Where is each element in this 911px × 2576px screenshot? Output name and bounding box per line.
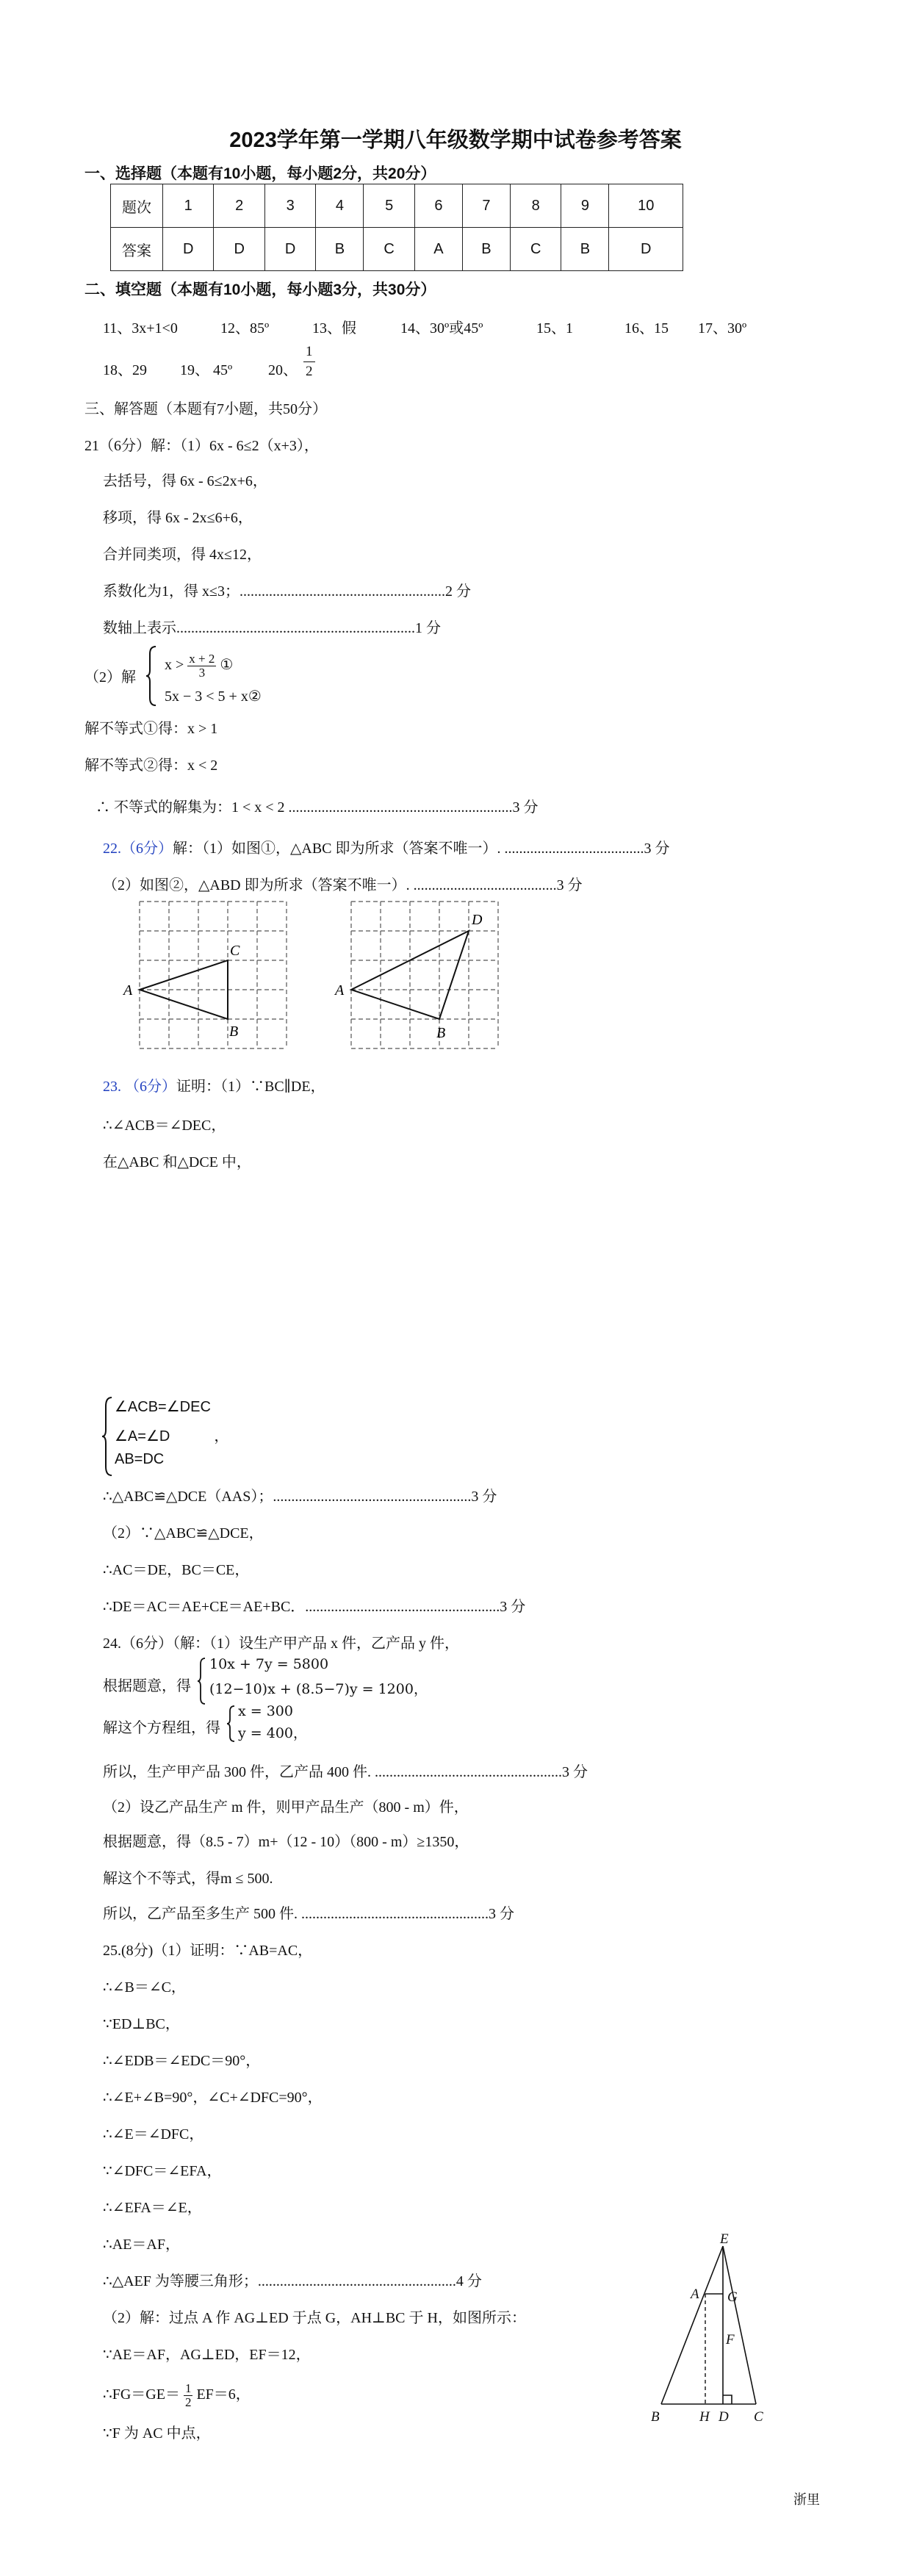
q21-line-7: 解不等式①得：x > 1 (84, 721, 218, 737)
sys-tail: ， (293, 1725, 308, 1741)
label-H: H (699, 2409, 710, 2425)
sys-expression: (12−10)x + (8.5−7)y = 1200 (209, 1681, 414, 1697)
label-B: B (651, 2409, 660, 2425)
q23-system-line-2 (115, 1424, 228, 1445)
fraction-numerator: x + 2 (189, 652, 215, 666)
label-A: A (335, 982, 345, 999)
sys-lhs: x > (165, 657, 184, 674)
q23-score: 23. （6分） (103, 1079, 176, 1095)
q21-line-8: 解不等式②得：x < 2 (84, 758, 218, 774)
q21-system-line-2 (165, 687, 262, 705)
q21-line-1: 21（6分）解：（1）6x - 6≤2（x+3）， (84, 438, 319, 454)
fill-answer-18: 18、29 (103, 362, 147, 378)
label-B: B (436, 1025, 446, 1041)
table-row-answers (111, 228, 683, 271)
sys-expression: 5x − 3 < 5 + x (165, 688, 248, 705)
q25-line-5: ∴∠E+∠B=90°，∠C+∠DFC=90°， (103, 2090, 323, 2106)
q23-line-2: ∴∠ACB＝∠DEC， (103, 1118, 226, 1134)
sys-expression: y = 400 (238, 1725, 293, 1741)
question-cell: 6 (414, 184, 462, 228)
answer-cell: C (364, 228, 414, 271)
label-D: D (719, 2409, 729, 2425)
answer-cell: D (214, 228, 264, 271)
q22-text: 解：（1）如图①，△ABC 即为所求（答案不唯一）. ......................................3 分 (173, 841, 670, 857)
q23-system-line-1: ∠ACB=∠DEC (115, 1399, 211, 1415)
label-A: A (123, 982, 133, 999)
left-brace-icon (101, 1396, 115, 1477)
fill-answer-11: 11、3x+1<0 (103, 320, 178, 337)
q24-line-4: 所以，生产甲产品 300 件，乙产品 400 件. ...................................................3 分 (103, 1764, 588, 1780)
q25-line-14: ∵F 为 AC 中点， (103, 2425, 211, 2442)
question-cell: 1 (163, 184, 214, 228)
question-cell: 10 (609, 184, 683, 228)
q23-line-1 (103, 1074, 325, 1095)
question-cell: 5 (364, 184, 414, 228)
sys-tag: ② (248, 688, 262, 705)
q25-line-12: ∵AE＝AF，AG⊥ED，EF＝12， (103, 2347, 311, 2363)
label-C: C (754, 2409, 763, 2425)
fill-answer-15: 15、1 (536, 320, 573, 337)
fraction-one-half (303, 342, 315, 381)
label-F: F (726, 2332, 735, 2347)
q24-line-2: 根据题意，得 (103, 1678, 191, 1694)
page-title: 2023学年第一学期八年级数学期中试卷参考答案 (229, 129, 682, 152)
q23-line-4: ∴△ABC≌△DCE（AAS）；......................................................3 分 (103, 1489, 497, 1505)
fill-answer-16: 16、15 (624, 320, 669, 337)
label-A: A (691, 2287, 699, 2302)
answer-cell: C (510, 228, 561, 271)
q21-line-5: 系数化为1，得 x≤3；........................................................2 分 (103, 583, 471, 600)
q25-line-7: ∵∠DFC＝∠EFA， (103, 2163, 222, 2179)
fill-answer-17: 17、30º (698, 320, 747, 337)
fill-answer-13: 13、假 (312, 320, 356, 337)
fill-answer-19: 19、 45º (180, 362, 233, 378)
left-brace-icon (145, 645, 159, 707)
q25-triangle-figure (647, 2234, 779, 2425)
footer-mark: 浙里 (793, 2492, 820, 2507)
question-cell: 2 (214, 184, 264, 228)
q24-solution-line-1: x = 300 (238, 1703, 293, 1719)
q23-line-5: （2）∵△ABC≌△DCE， (103, 1525, 264, 1541)
fraction-numerator: 1 (184, 2381, 192, 2395)
q24-line-3: 解这个方程组，得 (103, 1720, 220, 1736)
sys-expression: ∠A=∠D (115, 1428, 170, 1444)
section1-heading: 一、选择题（本题有10小题，每小题2分，共20分） (84, 165, 436, 182)
figure-2-grid (329, 898, 520, 1052)
answer-cell: D (264, 228, 315, 271)
q24-system-line-2 (209, 1678, 428, 1698)
q24-line-6: 根据题意，得（8.5 - 7）m+（12 - 10）（800 - m）≥1350， (103, 1834, 469, 1850)
label-G: G (727, 2289, 738, 2305)
table-header-cell: 答案 (111, 228, 163, 271)
q25-line-4: ∴∠EDB＝∠EDC＝90°， (103, 2053, 261, 2069)
question-cell: 4 (316, 184, 364, 228)
q22-score: 22.（6分） (103, 841, 173, 857)
q23-line-6: ∴AC＝DE，BC＝CE， (103, 1562, 250, 1578)
figure-1-grid (118, 898, 309, 1052)
section3-heading: 三、解答题（本题有7小题，共50分） (84, 401, 327, 417)
q25-line-8: ∴∠EFA＝∠E， (103, 2200, 202, 2216)
question-cell: 8 (510, 184, 561, 228)
fraction-denominator: 2 (184, 2395, 192, 2409)
q23-line-7: ∴DE＝AC＝AE+CE＝AE+BC．.....................................................3 分 (103, 1599, 526, 1615)
fill-answer-12: 12、85º (220, 320, 270, 337)
left-brace-icon (226, 1705, 237, 1743)
section2-heading: 二、填空题（本题有10小题，每小题3分，共30分） (84, 281, 436, 298)
q23-line-3: 在△ABC 和△DCE 中， (103, 1154, 251, 1170)
label-B: B (229, 1023, 239, 1040)
answer-table (110, 184, 683, 271)
sys-tail: ， (413, 1681, 428, 1697)
sys-tail: ， (214, 1428, 229, 1444)
answer-cell: B (462, 228, 510, 271)
label-C: C (230, 943, 240, 959)
q21-line-9: ∴ 不等式的解集为：1 < x < 2 .............................................................3 分 (96, 799, 539, 816)
fraction-numerator: 1 (303, 342, 315, 362)
q25-line-10: ∴△AEF 为等腰三角形；......................................................4 分 (103, 2273, 482, 2289)
expr-post: EF＝6， (196, 2386, 251, 2403)
q21-line-3: 移项，得 6x - 2x≤6+6， (103, 510, 253, 526)
answer-cell: A (414, 228, 462, 271)
q22-line-2: （2）如图②，△ABD 即为所求（答案不唯一）. .......................................3 分 (103, 877, 583, 893)
table-row-questions (111, 184, 683, 228)
q24-system-line-1: 10x + 7y = 5800 (209, 1656, 329, 1672)
q21-system-line-1 (165, 652, 233, 680)
label-E: E (720, 2234, 729, 2247)
q24-line-1: 24.（6分）（解：（1）设生产甲产品 x 件，乙产品 y 件， (103, 1636, 459, 1652)
q25-line-1: 25.(8分)（1）证明：∵AB=AC， (103, 1943, 313, 1959)
q25-line-11: （2）解：过点 A 作 AG⊥ED 于点 G，AH⊥BC 于 H，如图所示： (103, 2310, 526, 2326)
fill-answer-14: 14、30º或45º (400, 320, 483, 337)
q23-system-line-3: AB=DC (115, 1451, 165, 1467)
sys-tag: ① (220, 657, 234, 674)
fraction-denominator: 2 (306, 364, 313, 379)
answer-cell: B (561, 228, 609, 271)
question-cell: 9 (561, 184, 609, 228)
q21-line-4: 合并同类项，得 4x≤12， (103, 547, 262, 563)
answer-cell: D (163, 228, 214, 271)
left-brace-icon (197, 1657, 207, 1705)
q21-part2-label: （2）解 (84, 669, 136, 686)
table-header-cell: 题次 (111, 184, 163, 228)
q24-solution-line-2 (238, 1722, 307, 1742)
fraction-denominator: 3 (198, 666, 206, 680)
question-cell: 7 (462, 184, 510, 228)
q25-line-2: ∴∠B＝∠C， (103, 1979, 186, 1996)
expr-pre: ∴FG＝GE＝ (103, 2386, 180, 2403)
q24-line-5: （2）设乙产品生产 m 件，则甲产品生产（800 - m）件， (103, 1799, 469, 1816)
q25-line-13 (103, 2382, 251, 2409)
q22-line-1 (103, 836, 670, 857)
answer-cell: B (316, 228, 364, 271)
q24-line-8: 所以，乙产品至多生产 500 件. ...................................................3 分 (103, 1906, 514, 1922)
q25-line-9: ∴AE＝AF， (103, 2237, 180, 2253)
q23-text: 证明：（1）∵BC∥DE， (176, 1079, 325, 1095)
q21-line-2: 去括号，得 6x - 6≤2x+6， (103, 473, 267, 489)
q24-line-7: 解这个不等式，得m ≤ 500. (103, 1871, 273, 1887)
question-cell: 3 (264, 184, 315, 228)
q25-line-3: ∵ED⊥BC， (103, 2016, 180, 2032)
q25-line-6: ∴∠E＝∠DFC， (103, 2126, 204, 2143)
fill-answer-20: 20、 (268, 362, 298, 378)
q21-line-6: 数轴上表示.................................................................1 分 (103, 620, 441, 636)
answer-cell: D (609, 228, 683, 271)
label-D: D (472, 912, 483, 928)
